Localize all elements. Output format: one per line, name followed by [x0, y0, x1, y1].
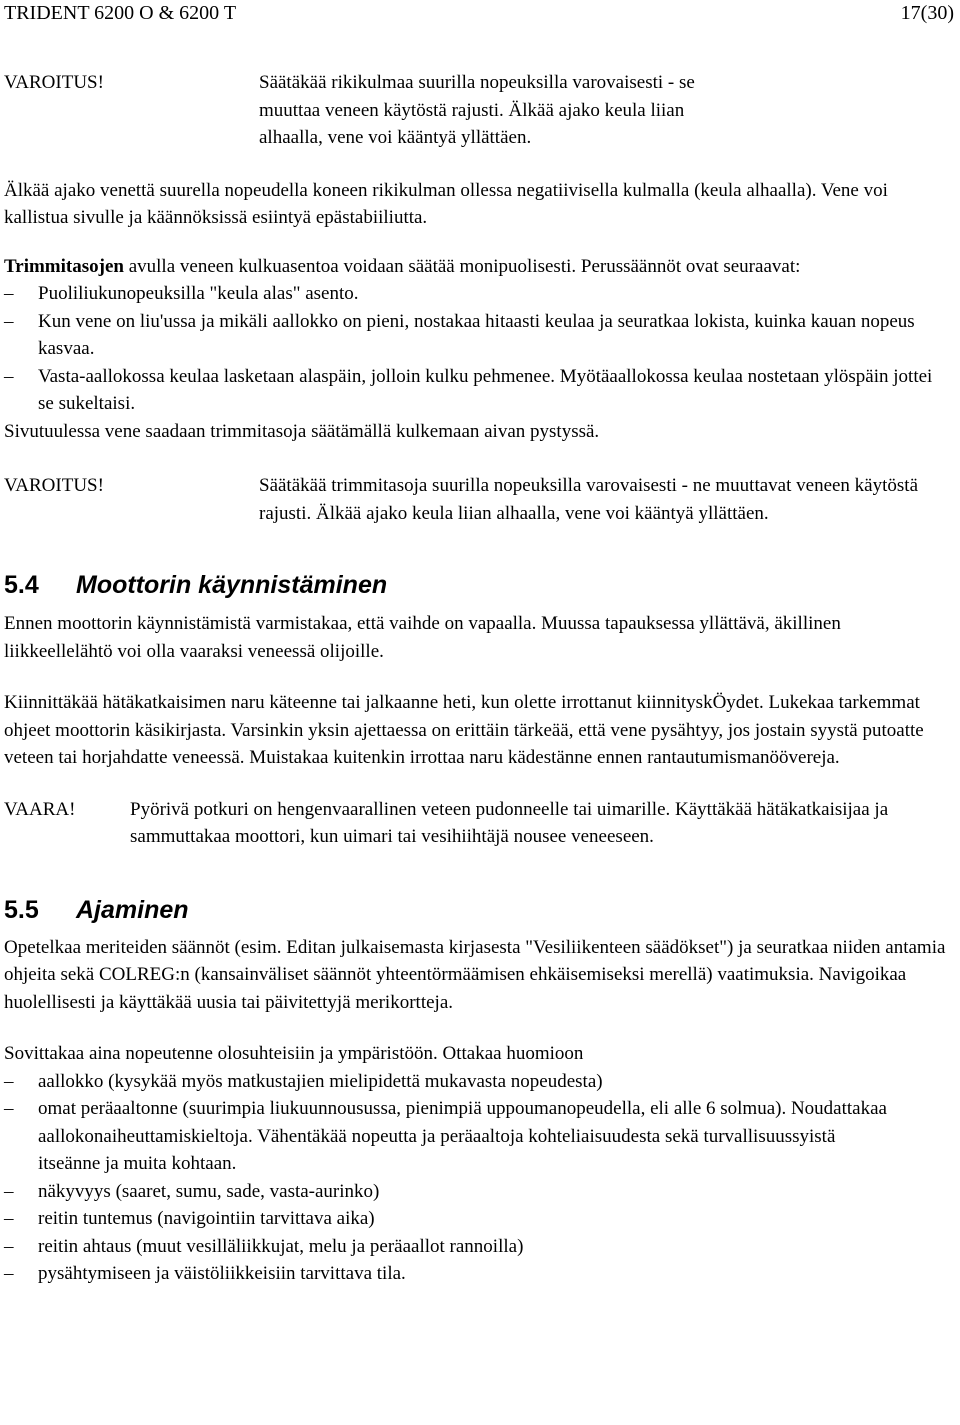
list-item: – aallokko (kysykää myös matkustajien mielipidettä mukavasta nopeudesta) [4, 1068, 956, 1096]
page-number: 17(30) [900, 2, 954, 24]
paragraph-adjust-speed: Sovittakaa aina nopeutenne olosuhteisiin ja ympäristöön. Ottakaa huomioon [4, 1043, 584, 1064]
warning-label: VAROITUS! [4, 72, 104, 93]
section-number: 5.5 [4, 895, 39, 924]
trim-tabs-text: avulla veneen kulkuasentoa voidaan säätää monipuolisesti. Perussäännöt ovat seuraavat: [123, 255, 801, 277]
danger-label: VAARA! [4, 798, 76, 820]
paragraph-negative-trim: Älkää ajako venettä suurella nopeudella koneen rikikulman ollessa negatiivisella kulmalla (keula alhaalla). Vene voi kallistua sivulle ja käännöksissä esiintyä epästabiiliutta. [4, 179, 888, 228]
paragraph-kill-switch: Kiinnittäkää hätäkatkaisimen naru käteenne tai jalkaanne heti, kun olette irrottanut kiinnityskÖydet. Lukekaa tarkemmat ohjeet moottorin käsikirjasta. Varsinkin yksin ajettaessa on erittäin tärkeää, että vene pysähtyy, jos jostain syystä putoatte veteen tai horjahdatte veneessä. Muistakaa kuitenkin irrottaa naru kädestänne ennen rantautumismanöövereja. [4, 692, 924, 768]
paragraph-crosswind: Sivutuulessa vene saadaan trimmitasoja säätämällä kulkemaan aivan pystyssä. [4, 420, 600, 442]
list-item: – reitin ahtaus (muut vesilläliikkujat, melu ja peräaallot rannoilla) [4, 1233, 956, 1261]
document-page [4, 0, 956, 1288]
trim-rules-list [4, 280, 956, 418]
section-title: Moottorin käynnistäminen [76, 571, 388, 599]
danger-block [4, 796, 956, 851]
trim-tabs-term: Trimmitasojen [4, 255, 124, 277]
paragraph-trim-tabs [4, 253, 956, 281]
list-item: – näkyvyys (saaret, sumu, sade, vasta-aurinko) [4, 1178, 956, 1206]
list-item: – omat peräaaltonne (suurimpia liukuunnousussa, pienimpiä uppoumanopeudella, eli alle 6 solmua). Noudattakaa aallokonaiheuttamiskieltoja. Vähentäkää nopeutta ja peräaaltoja kohteliaisuudesta sekä turvallisuussyistä itseänne ja muita kohtaan. [4, 1095, 956, 1178]
warning-label: VAROITUS! [4, 475, 104, 496]
list-item: – reitin tuntemus (navigointiin tarvittava aika) [4, 1205, 956, 1233]
warning-text: Säätäkää rikikulmaa suurilla nopeuksilla varovaisesti - se muuttaa veneen käytöstä rajusti. Älkää ajako keula liian alhaalla, vene voi kääntyä yllättäen. [259, 72, 695, 148]
paragraph-before-start: Ennen moottorin käynnistämistä varmistakaa, että vaihde on vapaalla. Muussa tapauksessa yllättävä, äkillinen liikkeellelähtö voi olla vaaraksi veneessä olijoille. [4, 613, 841, 662]
warning-block-1 [4, 69, 956, 152]
list-item: – Puoliliukunopeuksilla "keula alas" asento. [4, 280, 956, 308]
page-header [4, 0, 956, 27]
danger-text: Pyörivä potkuri on hengenvaarallinen veteen pudonneelle tai uimarille. Käyttäkää hätäkatkaisijaa ja sammuttakaa moottori, kun uimari tai vesihiihtäjä nousee veneeseen. [130, 798, 889, 847]
list-item: – Vasta-aallokossa keulaa lasketaan alaspäin, jolloin kulku pehmenee. Myötäaallokossa keulaa nostetaan ylöspäin jottei se sukeltaisi. [4, 363, 956, 418]
warning-text: Säätäkää trimmitasoja suurilla nopeuksilla varovaisesti - ne muuttavat veneen käytöstä rajusti. Älkää ajako keula liian alhaalla, vene voi kääntyä yllättäen. [259, 475, 918, 524]
section-heading-5-4 [4, 570, 956, 600]
section-heading-5-5 [4, 895, 956, 925]
paragraph-navigation-rules: Opetelkaa meriteiden säännöt (esim. Editan julkaisemasta kirjasesta "Vesiliikenteen säädökset") ja seuratkaa niiden antamia ohjeita sekä COLREG:n (kansainväliset säännöt yhteentörmäämisen ehkäisemiseksi merellä) vaatimuksia. Navigoikaa huolellisesti ja käyttäkää uusia tai päivitettyjä merikortteja. [4, 936, 946, 1013]
document-title: TRIDENT 6200 O & 6200 T [4, 2, 237, 24]
warning-block-2 [4, 472, 956, 527]
section-number: 5.4 [4, 571, 39, 599]
list-item: – Kun vene on liu'ussa ja mikäli aallokko on pieni, nostakaa hitaasti keulaa ja seuratkaa lokista, kuinka kauan nopeus kasvaa. [4, 308, 956, 363]
section-title: Ajaminen [76, 895, 189, 924]
speed-factors-list [4, 1068, 956, 1288]
list-item: – pysähtymiseen ja väistöliikkeisiin tarvittava tila. [4, 1260, 956, 1288]
